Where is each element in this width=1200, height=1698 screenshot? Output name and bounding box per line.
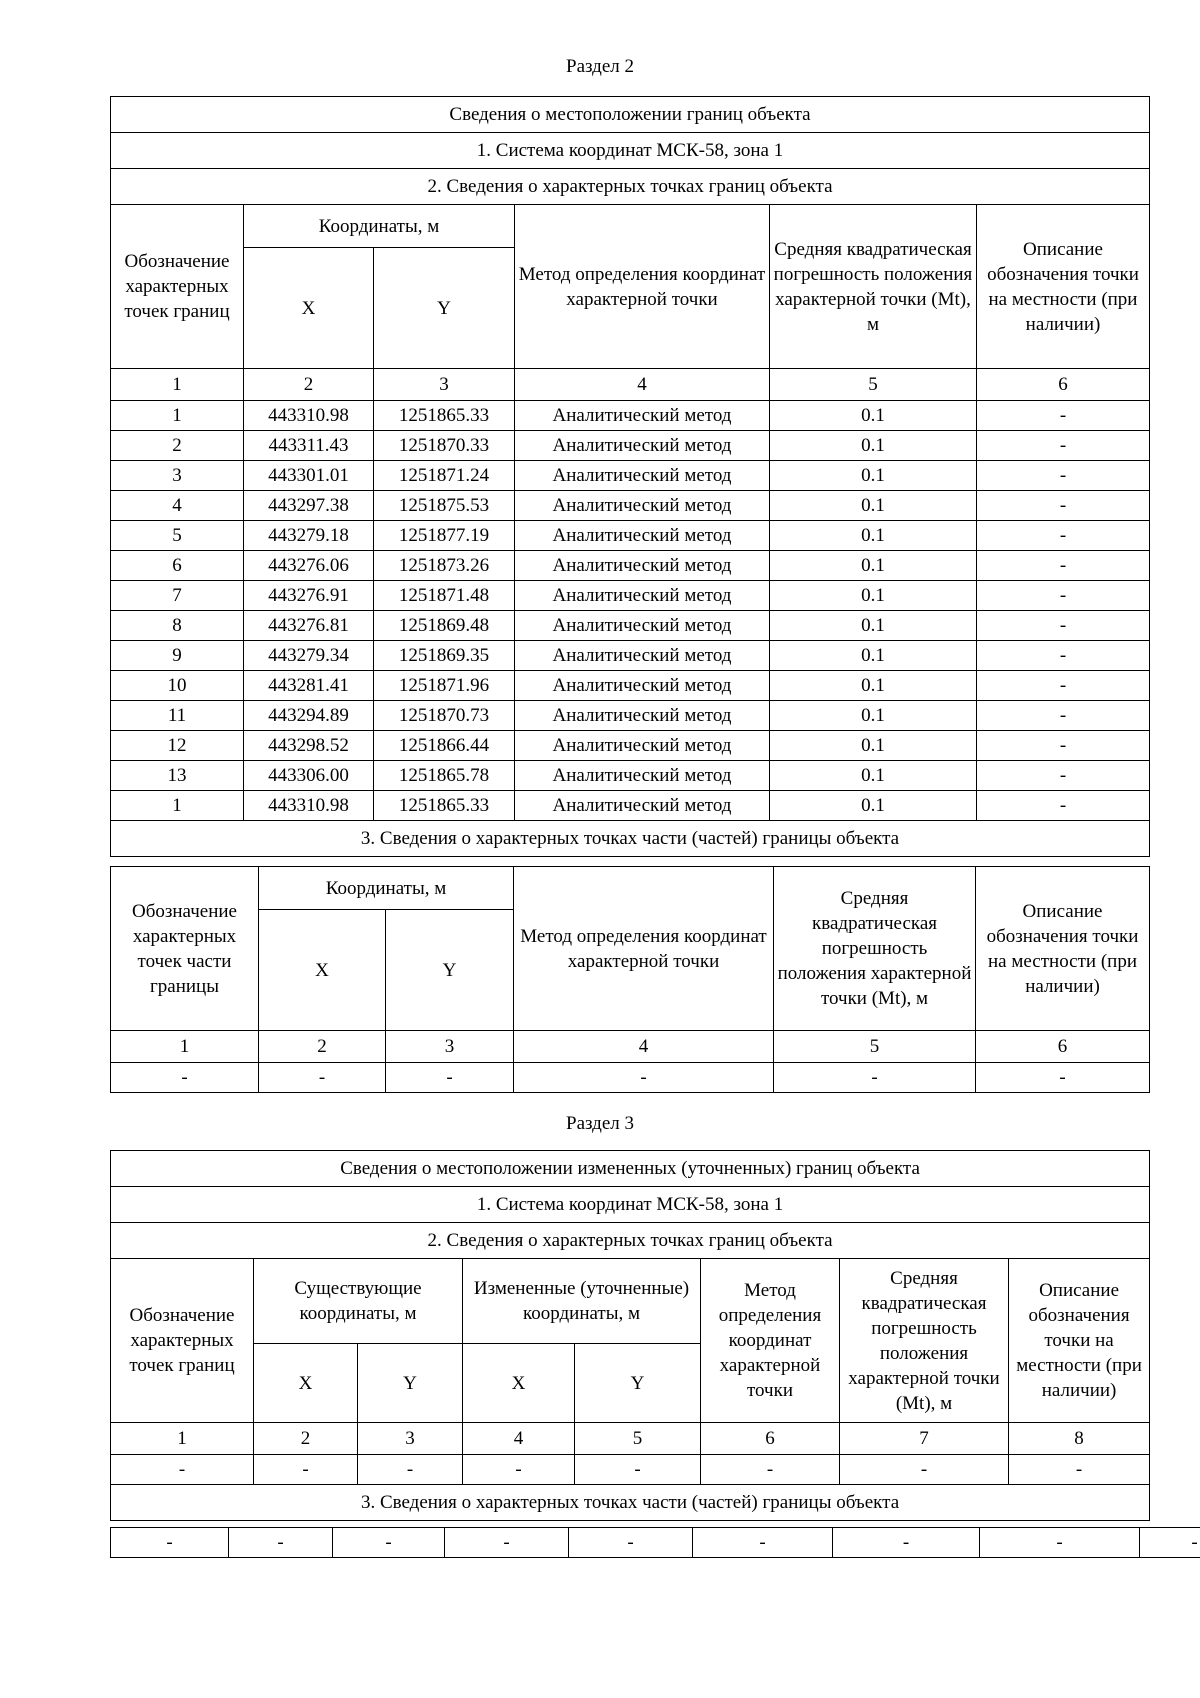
s3-cell: -	[701, 1455, 840, 1485]
point-method: Аналитический метод	[515, 701, 770, 731]
point-id: 6	[111, 551, 244, 581]
point-method: Аналитический метод	[515, 671, 770, 701]
point-description: -	[977, 791, 1150, 821]
parts-cell: -	[976, 1063, 1150, 1093]
col-number: 2	[244, 369, 374, 401]
point-error: 0.1	[770, 521, 977, 551]
table-row	[111, 401, 1150, 431]
table-row	[111, 671, 1150, 701]
point-method: Аналитический метод	[515, 641, 770, 671]
point-description: -	[977, 431, 1150, 461]
point-id: 9	[111, 641, 244, 671]
point-x: 443298.52	[244, 731, 374, 761]
col-y: Y	[374, 248, 515, 369]
point-id: 11	[111, 701, 244, 731]
col-coords: Координаты, м	[244, 205, 515, 248]
point-method: Аналитический метод	[515, 761, 770, 791]
point-x: 443279.34	[244, 641, 374, 671]
table-row	[111, 521, 1150, 551]
section-2-parts-title: 3. Сведения о характерных точках части (частей) границы объекта	[111, 821, 1150, 857]
point-y: 1251875.53	[374, 491, 515, 521]
point-error: 0.1	[770, 731, 977, 761]
col-number: 1	[111, 369, 244, 401]
col-designation: Обозначение характерных точек границ	[111, 205, 244, 369]
col-number: 8	[1009, 1423, 1150, 1455]
point-y: 1251865.33	[374, 401, 515, 431]
parts-col-error: Средняя квадратическая погрешность положения характерной точки (Mt), м	[774, 867, 976, 1031]
point-method: Аналитический метод	[515, 521, 770, 551]
point-y: 1251865.33	[374, 791, 515, 821]
point-x: 443311.43	[244, 431, 374, 461]
point-id: 8	[111, 611, 244, 641]
s3-col-changed: Измененные (уточненные) координаты, м	[463, 1259, 701, 1344]
parts-cell: -	[514, 1063, 774, 1093]
parts-col-y: Y	[386, 910, 514, 1031]
point-error: 0.1	[770, 701, 977, 731]
point-description: -	[977, 701, 1150, 731]
col-number: 1	[111, 1423, 254, 1455]
table-row	[111, 1455, 1150, 1485]
point-x: 443276.91	[244, 581, 374, 611]
point-method: Аналитический метод	[515, 431, 770, 461]
s3-parts-cell: -	[333, 1528, 445, 1558]
point-id: 1	[111, 401, 244, 431]
col-number: 7	[840, 1423, 1009, 1455]
point-id: 1	[111, 791, 244, 821]
point-y: 1251866.44	[374, 731, 515, 761]
s3-col-designation: Обозначение характерных точек границ	[111, 1259, 254, 1423]
section-3-title: Раздел 3	[566, 1113, 634, 1134]
point-method: Аналитический метод	[515, 731, 770, 761]
s3-col-error: Средняя квадратическая погрешность положения характерной точки (Mt), м	[840, 1259, 1009, 1423]
s3-parts-cell: -	[980, 1528, 1140, 1558]
section-2-table	[110, 96, 1150, 857]
s3-parts-cell: -	[111, 1528, 229, 1558]
point-y: 1251870.33	[374, 431, 515, 461]
point-description: -	[977, 461, 1150, 491]
col-number: 5	[774, 1031, 976, 1063]
section-3-parts-table	[110, 1527, 1200, 1558]
col-number: 2	[259, 1031, 386, 1063]
section-3-points-title: 2. Сведения о характерных точках границ объекта	[111, 1223, 1150, 1259]
col-number: 3	[374, 369, 515, 401]
col-number: 6	[976, 1031, 1150, 1063]
s3-cell: -	[1009, 1455, 1150, 1485]
point-error: 0.1	[770, 431, 977, 461]
parts-col-x: X	[259, 910, 386, 1031]
parts-col-coords: Координаты, м	[259, 867, 514, 910]
col-number: 4	[514, 1031, 774, 1063]
point-description: -	[977, 581, 1150, 611]
point-id: 3	[111, 461, 244, 491]
point-x: 443310.98	[244, 791, 374, 821]
s3-parts-cell: -	[445, 1528, 569, 1558]
col-error: Средняя квадратическая погрешность положения характерной точки (Mt), м	[770, 205, 977, 369]
s3-cell: -	[575, 1455, 701, 1485]
table-row	[111, 491, 1150, 521]
col-number: 4	[463, 1423, 575, 1455]
point-description: -	[977, 401, 1150, 431]
table-row	[111, 551, 1150, 581]
section-2-points-title: 2. Сведения о характерных точках границ объекта	[111, 169, 1150, 205]
s3-col-y2: Y	[575, 1344, 701, 1423]
section-3-crs: 1. Система координат МСК-58, зона 1	[111, 1187, 1150, 1223]
s3-cell: -	[358, 1455, 463, 1485]
table-row	[111, 1528, 1200, 1558]
section-3-parts-title: 3. Сведения о характерных точках части (частей) границы объекта	[111, 1485, 1150, 1521]
point-error: 0.1	[770, 671, 977, 701]
table-row	[111, 461, 1150, 491]
point-description: -	[977, 641, 1150, 671]
point-method: Аналитический метод	[515, 461, 770, 491]
point-error: 0.1	[770, 401, 977, 431]
point-x: 443279.18	[244, 521, 374, 551]
s3-col-x1: X	[254, 1344, 358, 1423]
s3-cell: -	[254, 1455, 358, 1485]
point-method: Аналитический метод	[515, 491, 770, 521]
s3-parts-cell: -	[229, 1528, 333, 1558]
point-description: -	[977, 761, 1150, 791]
point-description: -	[977, 551, 1150, 581]
point-x: 443301.01	[244, 461, 374, 491]
point-y: 1251870.73	[374, 701, 515, 731]
point-method: Аналитический метод	[515, 791, 770, 821]
point-method: Аналитический метод	[515, 551, 770, 581]
col-number: 3	[358, 1423, 463, 1455]
s3-parts-cell: -	[569, 1528, 693, 1558]
table-row	[111, 581, 1150, 611]
parts-cell: -	[386, 1063, 514, 1093]
point-method: Аналитический метод	[515, 611, 770, 641]
s3-parts-cell: -	[1140, 1528, 1200, 1558]
parts-cell: -	[774, 1063, 976, 1093]
point-description: -	[977, 731, 1150, 761]
col-method: Метод определения координат характерной точки	[515, 205, 770, 369]
point-y: 1251871.24	[374, 461, 515, 491]
point-error: 0.1	[770, 581, 977, 611]
section-2-header: Сведения о местоположении границ объекта	[111, 97, 1150, 133]
point-id: 13	[111, 761, 244, 791]
point-method: Аналитический метод	[515, 581, 770, 611]
point-x: 443294.89	[244, 701, 374, 731]
table-row	[111, 611, 1150, 641]
point-x: 443310.98	[244, 401, 374, 431]
col-number: 3	[386, 1031, 514, 1063]
table-row	[111, 641, 1150, 671]
point-y: 1251873.26	[374, 551, 515, 581]
col-number: 4	[515, 369, 770, 401]
col-description: Описание обозначения точки на местности (при наличии)	[977, 205, 1150, 369]
point-error: 0.1	[770, 611, 977, 641]
col-number: 5	[770, 369, 977, 401]
point-x: 443276.81	[244, 611, 374, 641]
point-x: 443306.00	[244, 761, 374, 791]
table-row	[111, 1063, 1150, 1093]
point-y: 1251877.19	[374, 521, 515, 551]
point-method: Аналитический метод	[515, 401, 770, 431]
s3-cell: -	[463, 1455, 575, 1485]
col-number: 6	[977, 369, 1150, 401]
parts-cell: -	[259, 1063, 386, 1093]
parts-col-designation: Обозначение характерных точек части границы	[111, 867, 259, 1031]
table-row	[111, 431, 1150, 461]
col-number: 6	[701, 1423, 840, 1455]
table-row	[111, 731, 1150, 761]
point-description: -	[977, 671, 1150, 701]
point-id: 4	[111, 491, 244, 521]
section-2-parts-table	[110, 866, 1150, 1093]
point-id: 7	[111, 581, 244, 611]
parts-col-description: Описание обозначения точки на местности (при наличии)	[976, 867, 1150, 1031]
table-row	[111, 791, 1150, 821]
section-2-title: Раздел 2	[566, 56, 634, 77]
point-id: 2	[111, 431, 244, 461]
s3-col-existing: Существующие координаты, м	[254, 1259, 463, 1344]
col-x: X	[244, 248, 374, 369]
col-number: 2	[254, 1423, 358, 1455]
point-error: 0.1	[770, 761, 977, 791]
point-error: 0.1	[770, 791, 977, 821]
table-row	[111, 761, 1150, 791]
point-y: 1251865.78	[374, 761, 515, 791]
section-3-table	[110, 1150, 1150, 1521]
point-id: 12	[111, 731, 244, 761]
s3-col-description: Описание обозначения точки на местности (при наличии)	[1009, 1259, 1150, 1423]
parts-col-method: Метод определения координат характерной точки	[514, 867, 774, 1031]
s3-col-method: Метод определения координат характерной точки	[701, 1259, 840, 1423]
point-error: 0.1	[770, 641, 977, 671]
s3-parts-cell: -	[833, 1528, 980, 1558]
point-error: 0.1	[770, 491, 977, 521]
parts-cell: -	[111, 1063, 259, 1093]
point-y: 1251871.96	[374, 671, 515, 701]
table-row	[111, 701, 1150, 731]
point-y: 1251869.35	[374, 641, 515, 671]
section-3-header: Сведения о местоположении измененных (уточненных) границ объекта	[111, 1151, 1150, 1187]
s3-cell: -	[111, 1455, 254, 1485]
point-id: 5	[111, 521, 244, 551]
point-error: 0.1	[770, 551, 977, 581]
point-x: 443297.38	[244, 491, 374, 521]
col-number: 1	[111, 1031, 259, 1063]
point-description: -	[977, 491, 1150, 521]
point-error: 0.1	[770, 461, 977, 491]
point-x: 443281.41	[244, 671, 374, 701]
s3-cell: -	[840, 1455, 1009, 1485]
s3-col-x2: X	[463, 1344, 575, 1423]
section-2-crs: 1. Система координат МСК-58, зона 1	[111, 133, 1150, 169]
s3-parts-cell: -	[693, 1528, 833, 1558]
point-id: 10	[111, 671, 244, 701]
point-x: 443276.06	[244, 551, 374, 581]
point-description: -	[977, 611, 1150, 641]
col-number: 5	[575, 1423, 701, 1455]
s3-col-y1: Y	[358, 1344, 463, 1423]
point-description: -	[977, 521, 1150, 551]
point-y: 1251871.48	[374, 581, 515, 611]
point-y: 1251869.48	[374, 611, 515, 641]
